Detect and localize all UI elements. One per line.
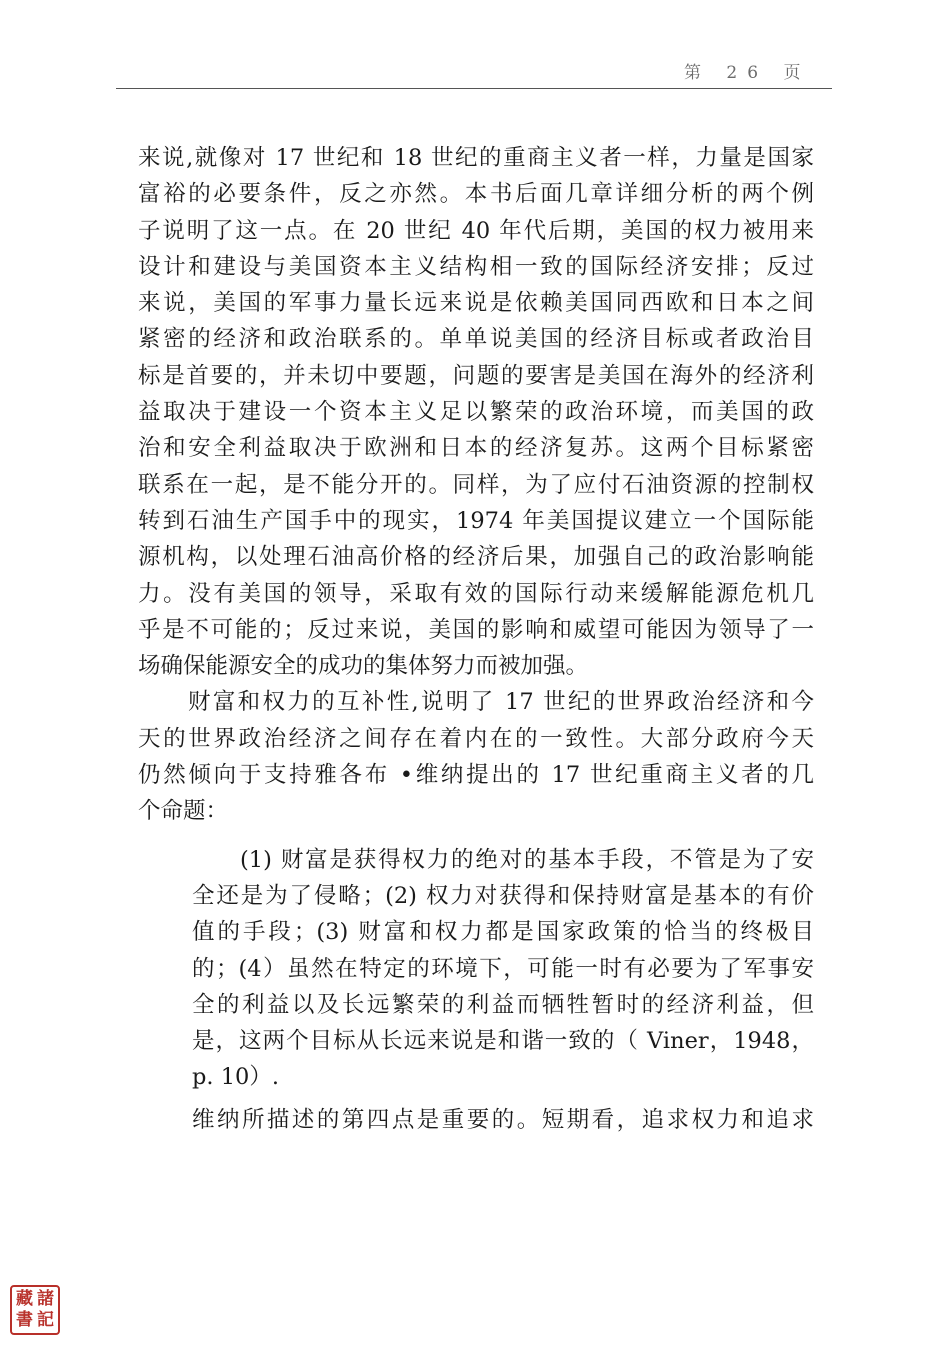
paragraph-1 bbox=[138, 140, 814, 684]
header-rule bbox=[116, 88, 832, 89]
quote-line: 全的利益以及长远繁荣的利益而牺牲暂时的经济利益，但 bbox=[192, 991, 814, 1018]
text-line: 天的世界政治经济之间存在着内在的一致性。大部分政府今天 bbox=[138, 725, 814, 752]
quote-line: 是，这两个目标从长远来说是和谐一致的（ Viner，1948， bbox=[192, 1028, 814, 1055]
page-number: 第 26 页 bbox=[684, 63, 811, 83]
text-line: 子说明了这一点。在 20 世纪 40 年代后期，美国的权力被用来 bbox=[138, 217, 814, 244]
seal-char: 書 bbox=[16, 1310, 33, 1330]
text-line: 乎是不可能的；反过来说，美国的影响和威望可能因为领导了一 bbox=[138, 616, 814, 643]
seal-char: 藏 bbox=[16, 1289, 33, 1309]
seal-char: 諸 bbox=[37, 1289, 54, 1309]
quote-line: 值的手段；(3) 财富和权力都是国家政策的恰当的终极目 bbox=[192, 919, 814, 946]
text-line: 治和安全利益取决于欧洲和日本的经济复苏。这两个目标紧密 bbox=[138, 435, 814, 462]
paragraph-3-line: 维纳所描述的第四点是重要的。短期看，追求权力和追求 bbox=[192, 1106, 814, 1133]
text-line: 标是首要的，并未切中要题，问题的要害是美国在海外的经济利 bbox=[138, 362, 814, 389]
body-text bbox=[138, 140, 814, 1138]
seal-char: 記 bbox=[37, 1310, 54, 1330]
text-line: 场确保能源安全的成功的集体努力而被加强。 bbox=[138, 653, 589, 680]
text-line: 联系在一起，是不能分开的。同样，为了应付石油资源的控制权 bbox=[138, 471, 814, 498]
text-line: 力。没有美国的领导，采取有效的国际行动来缓解能源危机几 bbox=[138, 580, 814, 607]
text-line: 财富和权力的互补性,说明了 17 世纪的世界政治经济和今 bbox=[188, 689, 814, 716]
text-line: 来说,就像对 17 世纪和 18 世纪的重商主义者一样，力量是国家 bbox=[138, 145, 814, 171]
text-line: 仍然倾向于支持雅各布 •维纳提出的 17 世纪重商主义者的几 bbox=[138, 762, 814, 789]
text-line: 设计和建设与美国资本主义结构相一致的国际经济安排；反过 bbox=[138, 253, 814, 280]
quote-line: 全还是为了侵略；(2) 权力对获得和保持财富是基本的有价 bbox=[192, 882, 814, 909]
text-line: 源机构，以处理石油高价格的经济后果，加强自己的政治影响能 bbox=[138, 544, 814, 571]
text-line: 来说，美国的军事力量长远来说是依赖美国同西欧和日本之间 bbox=[138, 290, 814, 317]
text-line: 益取决于建设一个资本主义足以繁荣的政治环境，而美国的政 bbox=[138, 399, 814, 426]
block-quote bbox=[138, 842, 814, 1096]
collector-seal bbox=[10, 1285, 60, 1335]
paragraph-2 bbox=[138, 684, 814, 829]
text-line: 个命题： bbox=[138, 798, 229, 825]
quote-line: 的；(4）虽然在特定的环境下，可能一时有必要为了军事安 bbox=[192, 955, 814, 982]
text-line: 紧密的经济和政治联系的。单单说美国的经济目标或者政治目 bbox=[138, 326, 814, 353]
text-line: 富裕的必要条件，反之亦然。本书后面几章详细分析的两个例 bbox=[138, 181, 814, 208]
spacer bbox=[138, 830, 814, 842]
quote-line: p. 10）. bbox=[192, 1064, 279, 1091]
text-line: 转到石油生产国手中的现实，1974 年美国提议建立一个国际能 bbox=[138, 507, 814, 534]
quote-line: (1) 财富是获得权力的绝对的基本手段，不管是为了安 bbox=[240, 846, 814, 873]
